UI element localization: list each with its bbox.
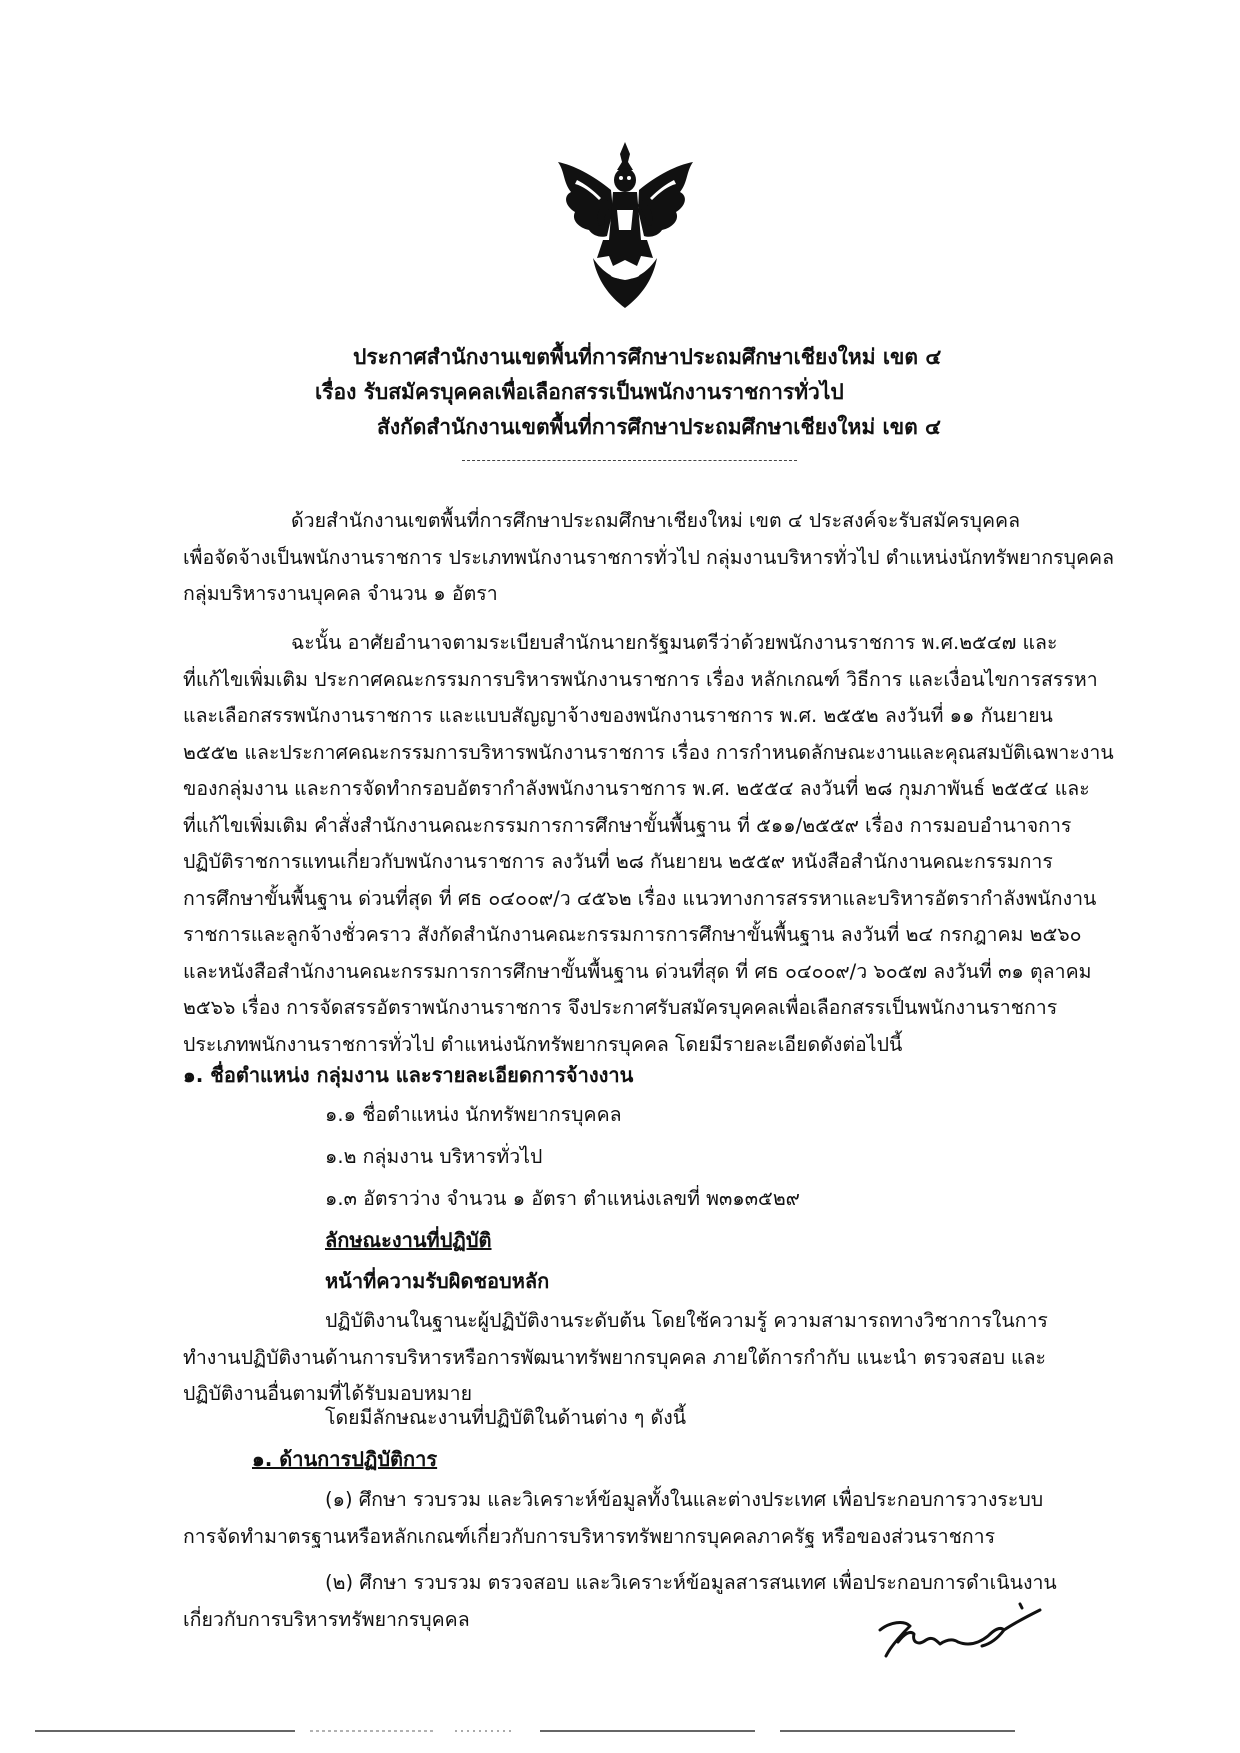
intro-line-1: ด้วยสำนักงานเขตพื้นที่การศึกษาประถมศึกษาเชียงใหม่ เขต ๔ ประสงค์จะรับสมัครบุคคล xyxy=(291,509,1021,532)
section-1-item-1: ๑.๑ ชื่อตำแหน่ง นักทรัพยากรบุคคล xyxy=(325,1103,622,1126)
authority-line: ที่แก้ไขเพิ่มเติม ประกาศคณะกรรมการบริหารพนักงานราชการ เรื่อง หลักเกณฑ์ วิธีการ และเงื่อนไขการสรรหา xyxy=(183,667,1098,691)
duty-line-2: ทำงานปฏิบัติงานด้านการบริหารหรือการพัฒนาทรัพยากรบุคคล ภายใต้การกำกับ แนะนำ ตรวจสอบ และ xyxy=(183,1345,1047,1369)
authority-line: ๒๕๖๖ เรื่อง การจัดสรรอัตราพนักงานราชการ จึงประกาศรับสมัครบุคคลเพื่อเลือกสรรเป็นพนักงานราชการ xyxy=(183,996,1058,1019)
section-1-item-3: ๑.๓ อัตราว่าง จำนวน ๑ อัตรา ตำแหน่งเลขที่ พ๓๑๓๕๒๙ xyxy=(325,1187,800,1210)
garuda-emblem-icon xyxy=(553,140,698,310)
title-line-2: เรื่อง รับสมัครบุคคลเพื่อเลือกสรรเป็นพนักงานราชการทั่วไป xyxy=(315,380,844,404)
duty-paragraph xyxy=(183,1303,1118,1413)
section-1-item-2: ๑.๒ กลุ่มงาน บริหารทั่วไป xyxy=(325,1145,543,1168)
title-separator xyxy=(462,460,797,461)
areas-intro: โดยมีลักษณะงานที่ปฏิบัติในด้านต่าง ๆ ดังนี้ xyxy=(325,1406,687,1429)
operations-item-1-line-2: การจัดทำมาตรฐานหรือหลักเกณฑ์เกี่ยวกับการบริหารทรัพยากรบุคคลภาครัฐ หรือของส่วนราชการ xyxy=(183,1524,996,1548)
authority-line: ที่แก้ไขเพิ่มเติม คำสั่งสำนักงานคณะกรรมการการศึกษาขั้นพื้นฐาน ที่ ๕๑๑/๒๕๕๙ เรื่อง การมอบอำนาจการ xyxy=(183,813,1072,837)
authority-line: การศึกษาขั้นพื้นฐาน ด่วนที่สุด ที่ ศธ ๐๔๐๐๙/ว ๔๕๖๒ เรื่อง แนวทางการสรรหาและบริหารอัตรากำลังพนักงาน xyxy=(183,886,1097,910)
footer-rule xyxy=(35,1727,1015,1735)
authority-line: ประเภทพนักงานราชการทั่วไป ตำแหน่งนักทรัพยากรบุคคล โดยมีรายละเอียดดังต่อไปนี้ xyxy=(183,1032,903,1056)
authority-paragraph xyxy=(183,625,1118,1063)
announcement-title xyxy=(315,340,1015,445)
operations-item-2-line-1: (๒) ศึกษา รวบรวม ตรวจสอบ และวิเคราะห์ข้อมูลสารสนเทศ เพื่อประกอบการดำเนินงาน xyxy=(325,1571,1057,1594)
authority-line: ของกลุ่มงาน และการจัดทำกรอบอัตรากำลังพนักงานราชการ พ.ศ. ๒๕๕๔ ลงวันที่ ๒๘ กุมภาพันธ์ ๒๕๕๔ และ xyxy=(183,777,1090,800)
operations-item-2-line-2: เกี่ยวกับการบริหารทรัพยากรบุคคล xyxy=(183,1607,470,1631)
authority-line: ๒๕๕๒ และประกาศคณะกรรมการบริหารพนักงานราชการ เรื่อง การกำหนดลักษณะงานและคุณสมบัติเฉพาะงาน xyxy=(183,740,1114,764)
authority-line: ปฏิบัติราชการแทนเกี่ยวกับพนักงานราชการ ลงวันที่ ๒๘ กันยายน ๒๕๕๙ หนังสือสำนักงานคณะกรรมการ xyxy=(183,850,1053,873)
title-line-1: ประกาศสำนักงานเขตพื้นที่การศึกษาประถมศึกษาเชียงใหม่ เขต ๔ xyxy=(353,345,942,369)
handwritten-signature-icon xyxy=(870,1600,1060,1670)
title-line-3: สังกัดสำนักงานเขตพื้นที่การศึกษาประถมศึกษาเชียงใหม่ เขต ๔ xyxy=(377,415,941,439)
authority-line: ฉะนั้น อาศัยอำนาจตามระเบียบสำนักนายกรัฐมนตรีว่าด้วยพนักงานราชการ พ.ศ.๒๕๔๗ และ xyxy=(291,631,1058,654)
duty-line-3: ปฏิบัติงานอื่นตามที่ได้รับมอบหมาย xyxy=(183,1382,473,1405)
authority-line: ราชการและลูกจ้างชั่วคราว สังกัดสำนักงานคณะกรรมการการศึกษาขั้นพื้นฐาน ลงวันที่ ๒๔ กรกฎาคม ๒๕๖๐ xyxy=(183,923,1082,946)
duty-line-1: ปฏิบัติงานในฐานะผู้ปฏิบัติงานระดับต้น โดยใช้ความรู้ ความสามารถทางวิชาการในการ xyxy=(325,1309,1048,1332)
operations-heading: ๑. ด้านการปฏิบัติการ xyxy=(252,1447,438,1471)
authority-line: และเลือกสรรพนักงานราชการ และแบบสัญญาจ้างของพนักงานราชการ พ.ศ. ๒๕๕๒ ลงวันที่ ๑๑ กันยายน xyxy=(183,704,1053,727)
duty-heading: หน้าที่ความรับผิดชอบหลัก xyxy=(325,1269,550,1293)
operations-item-1 xyxy=(183,1482,1118,1555)
intro-line-2: เพื่อจัดจ้างเป็นพนักงานราชการ ประเภทพนักงานราชการทั่วไป กลุ่มงานบริหารทั่วไป ตำแหน่งนักทรัพยากรบุคคล xyxy=(183,545,1115,569)
intro-paragraph xyxy=(183,503,1118,613)
authority-line: และหนังสือสำนักงานคณะกรรมการการศึกษาขั้นพื้นฐาน ด่วนที่สุด ที่ ศธ ๐๔๐๐๙/ว ๖๐๕๗ ลงวันที่ ๓๑ ตุลาคม xyxy=(183,959,1092,983)
job-nature-heading: ลักษณะงานที่ปฏิบัติ xyxy=(325,1228,492,1252)
operations-item-1-line-1: (๑) ศึกษา รวบรวม และวิเคราะห์ข้อมูลทั้งในและต่างประเทศ เพื่อประกอบการวางระบบ xyxy=(325,1488,1044,1511)
intro-line-3: กลุ่มบริหารงานบุคคล จำนวน ๑ อัตรา xyxy=(183,582,498,605)
section-1-heading: ๑. ชื่อตำแหน่ง กลุ่มงาน และรายละเอียดการจ้างงาน xyxy=(183,1063,634,1087)
